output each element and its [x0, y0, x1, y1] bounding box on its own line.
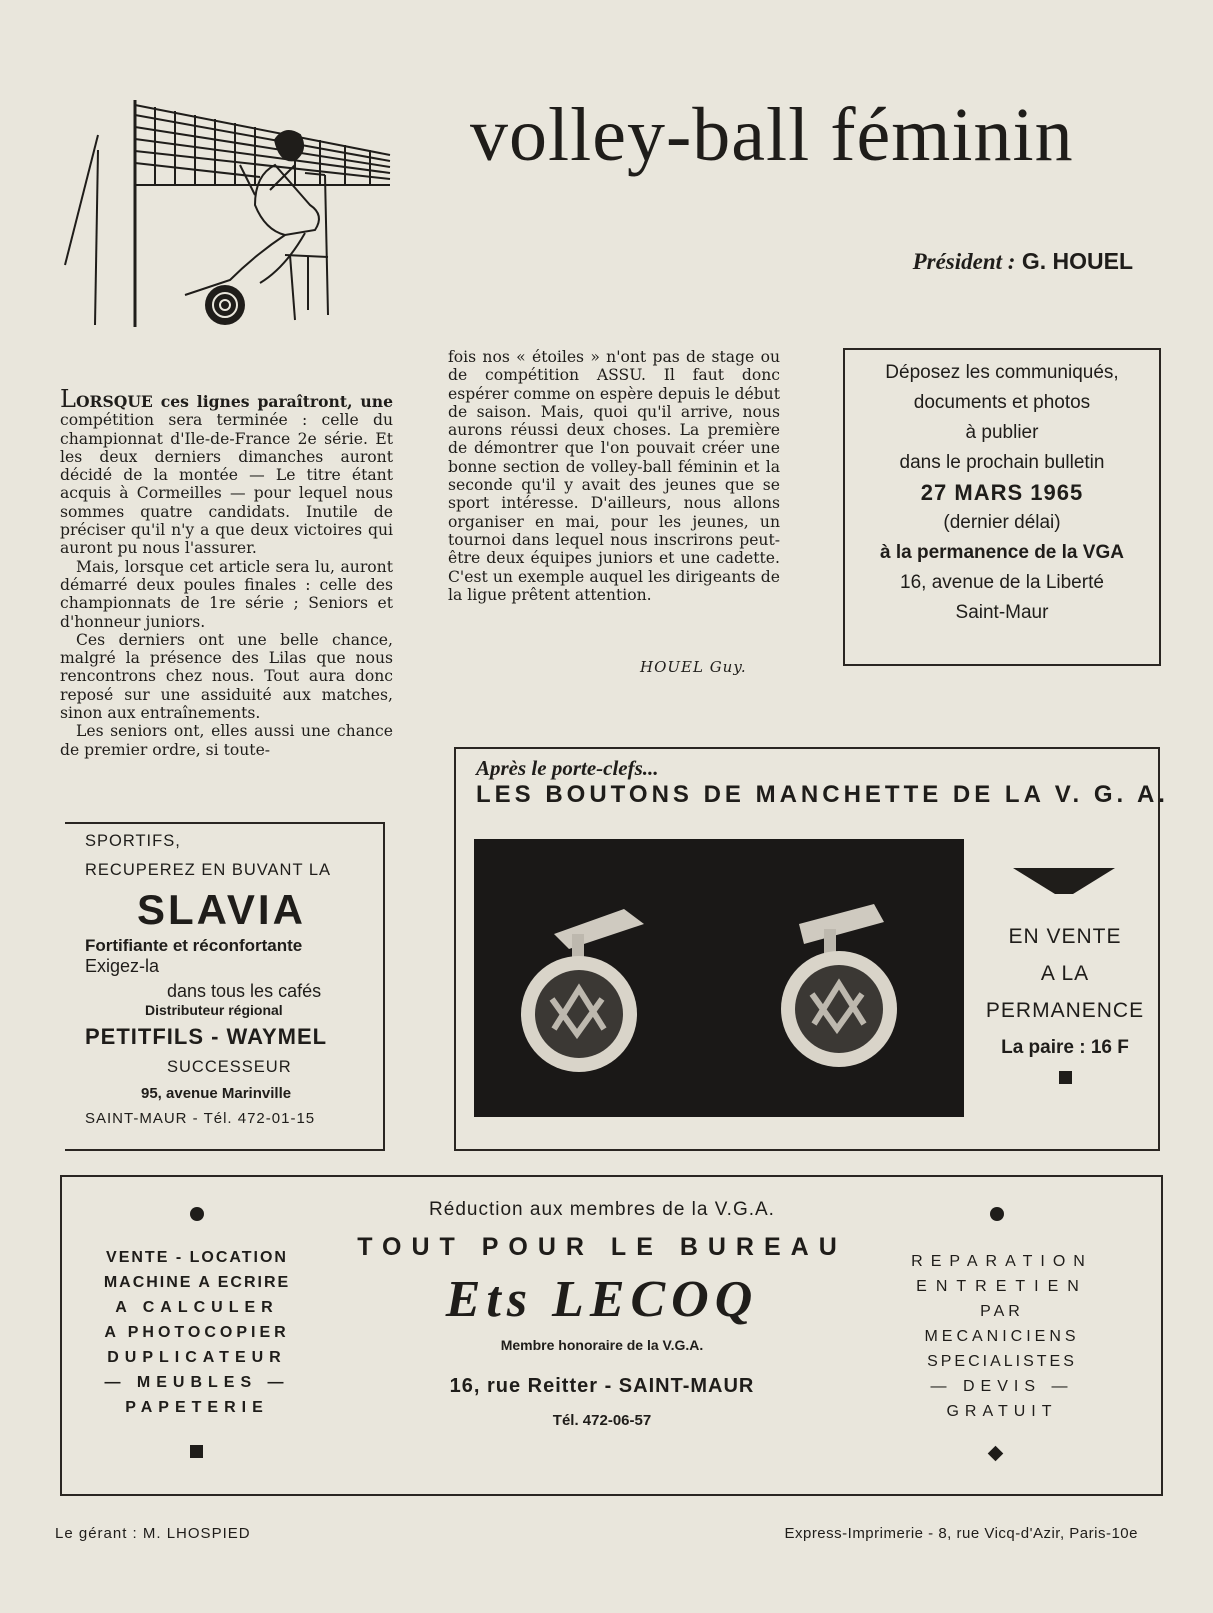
square-bullet-icon	[190, 1445, 203, 1458]
service-line: A PHOTOCOPIER	[104, 1324, 290, 1341]
slavia-address: 95, avenue Marinville	[141, 1085, 292, 1102]
notice-deadline: (dernier délai)	[943, 512, 1061, 533]
slavia-line: SPORTIFS,	[85, 832, 181, 850]
dot-bullet-icon	[990, 1207, 1004, 1221]
service-line: MECANICIENS	[924, 1328, 1080, 1345]
cufflinks-photo	[474, 839, 964, 1117]
cufflinks-headline: LES BOUTONS DE MANCHETTE DE LA V. G. A.	[476, 781, 1169, 808]
slavia-line: RECUPEREZ EN BUVANT LA	[85, 861, 332, 879]
service-line: SPECIALISTES	[927, 1353, 1077, 1370]
service-line: MACHINE A ECRIRE	[103, 1274, 291, 1291]
footer-printer: Express-Imprimerie - 8, rue Vicq-d'Azir, Paris-10e	[784, 1525, 1138, 1542]
slavia-distributor: PETITFILS - WAYMEL	[85, 1024, 328, 1049]
sale-line: PERMANENCE	[985, 999, 1145, 1022]
cufflinks-price: La paire : 16 F	[1001, 1037, 1129, 1058]
chevron-ornament-icon	[1013, 868, 1115, 896]
president-line	[913, 248, 1133, 275]
slavia-advert	[65, 822, 385, 1151]
slavia-city-tel: SAINT-MAUR - Tél. 472-01-15	[85, 1110, 316, 1127]
service-line: PAR	[980, 1303, 1024, 1320]
slavia-brand: SLAVIA	[137, 886, 306, 933]
service-line: REPARATION	[911, 1253, 1093, 1270]
lecoq-company: Ets LECOQ	[445, 1271, 759, 1328]
article-lead: ORSQUE ces lignes paraîtront, une	[75, 392, 393, 411]
volleyball-player-illustration	[60, 95, 405, 345]
sale-line: A LA	[1040, 962, 1090, 985]
article-paragraph: fois nos « étoiles » n'ont pas de stage ou de compétition ASSU. Il faut donc espérer comme on espère depuis le début de saison. Mais, quoi qu'il arrive, nous aurons réussi deux choses. La première de démontrer que l'on pouvait créer une bonne section de volley-ball féminin et la seconde qu'il y avait des jeunes que se sport intéresse. D'ailleurs, nous allons organiser en mai, pour les jeunes, un tournoi dans lequel nous inscrirons peut-être deux équipes juniors et une cadette. C'est un exemple auquel les dirigeants de la ligue prêtent attention.	[448, 348, 780, 604]
diamond-bullet-icon	[988, 1446, 1004, 1462]
dropcap: L	[60, 385, 76, 413]
notice-date: 27 MARS 1965	[920, 480, 1084, 505]
notice-line: Déposez les communiqués,	[885, 362, 1119, 383]
square-bullet-icon	[1059, 1071, 1072, 1084]
slavia-line: dans tous les cafés	[167, 981, 322, 1001]
slavia-dist-label: Distributeur régional	[145, 1002, 283, 1018]
article-column-2	[448, 348, 780, 604]
lecoq-services-left	[82, 1245, 312, 1420]
article-paragraph: Mais, lorsque cet article sera lu, auront démarré deux poules finales : celle des championnats de 1re série ; Seniors et d'honneur juniors.	[60, 557, 393, 631]
service-line: PAPETERIE	[125, 1399, 269, 1416]
article-paragraph: Ces derniers ont une belle chance, malgré la présence des Lilas que nous rencontrons chez nous. Tout aura donc reposé sur une assiduité aux matches, sinon aux entraînements.	[60, 630, 393, 723]
lecoq-tel: Tél. 472-06-57	[552, 1412, 652, 1429]
service-line: DUPLICATEUR	[107, 1349, 287, 1366]
slavia-line: Exigez-la	[85, 956, 160, 976]
lecoq-member: Membre honoraire de la V.G.A.	[500, 1337, 704, 1353]
lecoq-headline: TOUT POUR LE BUREAU	[357, 1233, 847, 1261]
notice-line: documents et photos	[913, 392, 1091, 413]
footer-manager: Le gérant : M. LHOSPIED	[55, 1525, 251, 1542]
dot-bullet-icon	[190, 1207, 204, 1221]
slavia-successor: SUCCESSEUR	[167, 1058, 292, 1076]
notice-line: à publier	[965, 422, 1039, 443]
lecoq-services-right	[882, 1249, 1122, 1424]
cufflinks-sale	[975, 918, 1155, 1066]
service-line: GRATUIT	[946, 1403, 1058, 1420]
article-paragraph: Les seniors ont, elles aussi une chance de premier ordre, si toute-	[60, 722, 393, 759]
president-label: Président :	[912, 249, 1016, 274]
article-text: compétition sera terminée : celle du championnat d'Ile-de-France 2e série. Et les deux derniers dimanches auront décidé de la montée — Le titre étant acquis à Cormeilles — pour lequel nous sommes quatre candidats. Inutile de préciser qu'il n'y a que deux victoires qui auront pu nous l'assurer.	[60, 411, 393, 558]
service-line: — MEUBLES —	[104, 1374, 290, 1391]
service-line: VENTE - LOCATION	[106, 1249, 288, 1266]
service-line: ENTRETIEN	[916, 1278, 1088, 1295]
article-paragraph	[60, 385, 393, 558]
submission-notice	[843, 348, 1161, 666]
service-line: — DEVIS —	[930, 1378, 1074, 1395]
notice-place: à la permanence de la VGA	[880, 542, 1124, 563]
slavia-tagline: Fortifiante et réconfortante	[85, 936, 303, 955]
notice-address: 16, avenue de la Liberté	[900, 572, 1104, 593]
notice-line: dans le prochain bulletin	[899, 452, 1105, 473]
article-column-1	[60, 385, 393, 759]
lecoq-address: 16, rue Reitter - SAINT-MAUR	[449, 1375, 755, 1397]
volleyball-icon	[205, 285, 245, 325]
lecoq-advert	[60, 1175, 1163, 1496]
notice-city: Saint-Maur	[955, 602, 1049, 623]
president-name: G. HOUEL	[1021, 248, 1133, 274]
lecoq-center	[322, 1199, 882, 1429]
page-title: volley-ball féminin	[470, 93, 1074, 177]
article-signature: HOUEL Guy.	[640, 658, 747, 676]
cufflinks-intro: Après le porte-clefs...	[476, 756, 659, 780]
sale-line: EN VENTE	[1008, 925, 1122, 948]
lecoq-discount: Réduction aux membres de la V.G.A.	[429, 1199, 775, 1220]
service-line: A CALCULER	[115, 1299, 279, 1316]
